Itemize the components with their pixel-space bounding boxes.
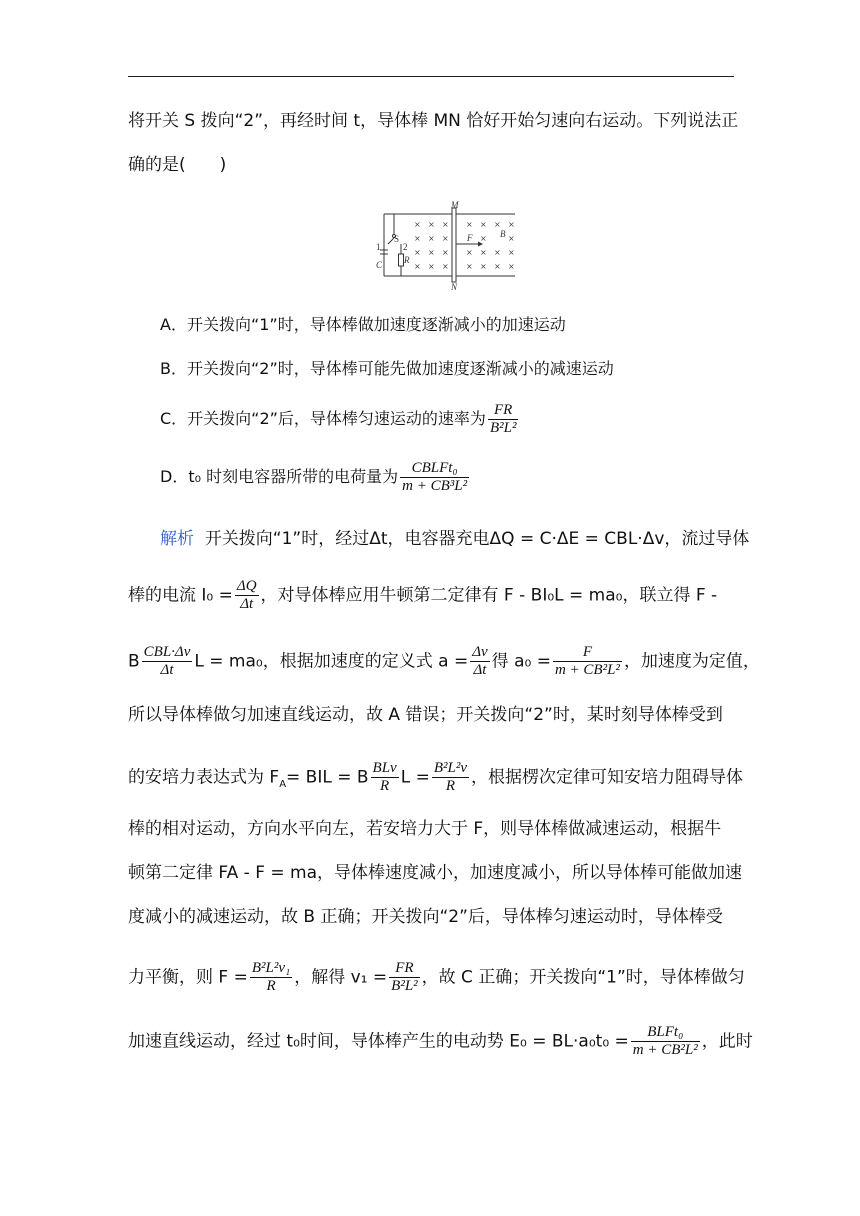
option-d-text: D．t₀ 时刻电容器所带的电荷量为 — [160, 467, 399, 486]
field-cross: × — [508, 234, 515, 243]
option-a: A．开关拨向“1”时，导体棒做加速度逐渐减小的加速运动 — [160, 315, 566, 334]
option-d — [160, 460, 471, 495]
analysis-line-10: 加速直线运动，经过 t₀时间，导体棒产生的电动势 E₀ = BL·a₀t₀ = $\frac{\text{BLFt₀}}{\text{m + CB²L²}}$ ，此时 — [128, 1024, 753, 1058]
analysis-line-9: 力平衡，则 F = $\frac{\text{B²L²v₁}}{R}$ ，解得 v₁ = $\frac{FR}{\text{B²L²}}$ ，故 C 正确；开关拨向“1”时，导体棒做匀 — [128, 960, 745, 994]
header-rule — [128, 76, 734, 77]
option-c — [160, 402, 520, 437]
field-cross: × — [414, 234, 421, 243]
field-cross: × — [466, 248, 473, 257]
field-cross: × — [428, 248, 435, 257]
field-cross: × — [442, 262, 449, 271]
field-cross: × — [508, 248, 515, 257]
field-cross: × — [480, 234, 487, 243]
analysis-line-8: 度减小的减速运动，故 B 正确；开关拨向“2”后，导体棒匀速运动时，导体棒受 — [128, 907, 723, 927]
analysis-line-2: 棒的电流 I₀ = $\frac{\Delta Q}{\Delta t}$ ，对导体棒应用牛顿第二定律有 F - BI₀L = ma₀，联立得 F - — [128, 578, 718, 612]
field-cross: × — [414, 248, 421, 257]
circuit-figure — [370, 200, 520, 292]
field-cross: × — [480, 220, 487, 229]
label-f: F — [467, 233, 473, 243]
option-d-fraction: $\frac{\text{CBLFt₀}}{\text{m + CB³L²}}$ — [402, 460, 468, 494]
analysis-line-5: 的安培力表达式为 $F_A=$ BIL = B $\frac{\text{BLv}}{R}$ L = $\frac{\text{B²L²v}}{R}$ ，根据楞次定律可知安培力阻碍导体 — [128, 760, 744, 794]
analysis-line-7: 顿第二定律 FA - F = ma，导体棒速度减小，加速度减小，所以导体棒可能做加速 — [128, 863, 742, 883]
field-cross: × — [466, 220, 473, 229]
label-1: 1 — [376, 242, 381, 252]
question-line-1: 将开关 S 拨向“2”，再经时间 t，导体棒 MN 恰好开始匀速向右运动。下列说法正 — [128, 111, 739, 131]
field-cross: × — [508, 262, 515, 271]
label-2: 2 — [403, 242, 408, 252]
label-n: N — [451, 282, 458, 292]
analysis-line-1: 解析 开关拨向“1”时，经过Δt，电容器充电ΔQ = C·ΔE = CBL·Δv，流过导体 — [160, 529, 750, 549]
option-c-fraction: $\frac{FR}{\text{B²L²}}$ — [489, 402, 517, 436]
question-line-2: 确的是( ) — [128, 155, 227, 175]
analysis-line-3: B $\frac{\text{CBL·Δv}}{\Delta t}$ L = ma₀，根据加速度的定义式 a = $\frac{\Delta v}{\Delta t}$ 得 a₀ = $\frac{F}{\text{m + CB²L²}}$ ，加速度为定值， — [128, 644, 760, 678]
label-s: S — [394, 234, 400, 244]
label-c: C — [376, 260, 383, 270]
field-cross: × — [494, 220, 501, 229]
field-cross: × — [480, 248, 487, 257]
analysis-line-4: 所以导体棒做匀加速直线运动，故 A 错误；开关拨向“2”时，某时刻导体棒受到 — [128, 705, 723, 725]
label-m: M — [451, 200, 459, 210]
label-r: R — [404, 255, 410, 265]
field-cross: × — [442, 248, 449, 257]
analysis-tag: 解析 — [160, 529, 194, 549]
field-cross: × — [442, 234, 449, 243]
field-cross: × — [466, 262, 473, 271]
field-cross: × — [480, 262, 487, 271]
magnetic-field-crosses — [414, 220, 515, 271]
option-c-text: C．开关拨向“2”后，导体棒匀速运动的速率为 — [160, 409, 486, 428]
analysis-line-6: 棒的相对运动，方向水平向左，若安培力大于 F，则导体棒做减速运动，根据牛 — [128, 819, 722, 839]
field-cross: × — [414, 262, 421, 271]
field-cross: × — [428, 220, 435, 229]
field-cross: × — [508, 220, 515, 229]
field-cross: × — [428, 262, 435, 271]
field-cross: × — [494, 248, 501, 257]
label-b: B — [500, 229, 506, 239]
field-cross: × — [428, 234, 435, 243]
option-b: B．开关拨向“2”时，导体棒可能先做加速度逐渐减小的减速运动 — [160, 359, 614, 378]
field-cross: × — [414, 220, 421, 229]
field-cross: × — [442, 220, 449, 229]
field-cross: × — [494, 262, 501, 271]
